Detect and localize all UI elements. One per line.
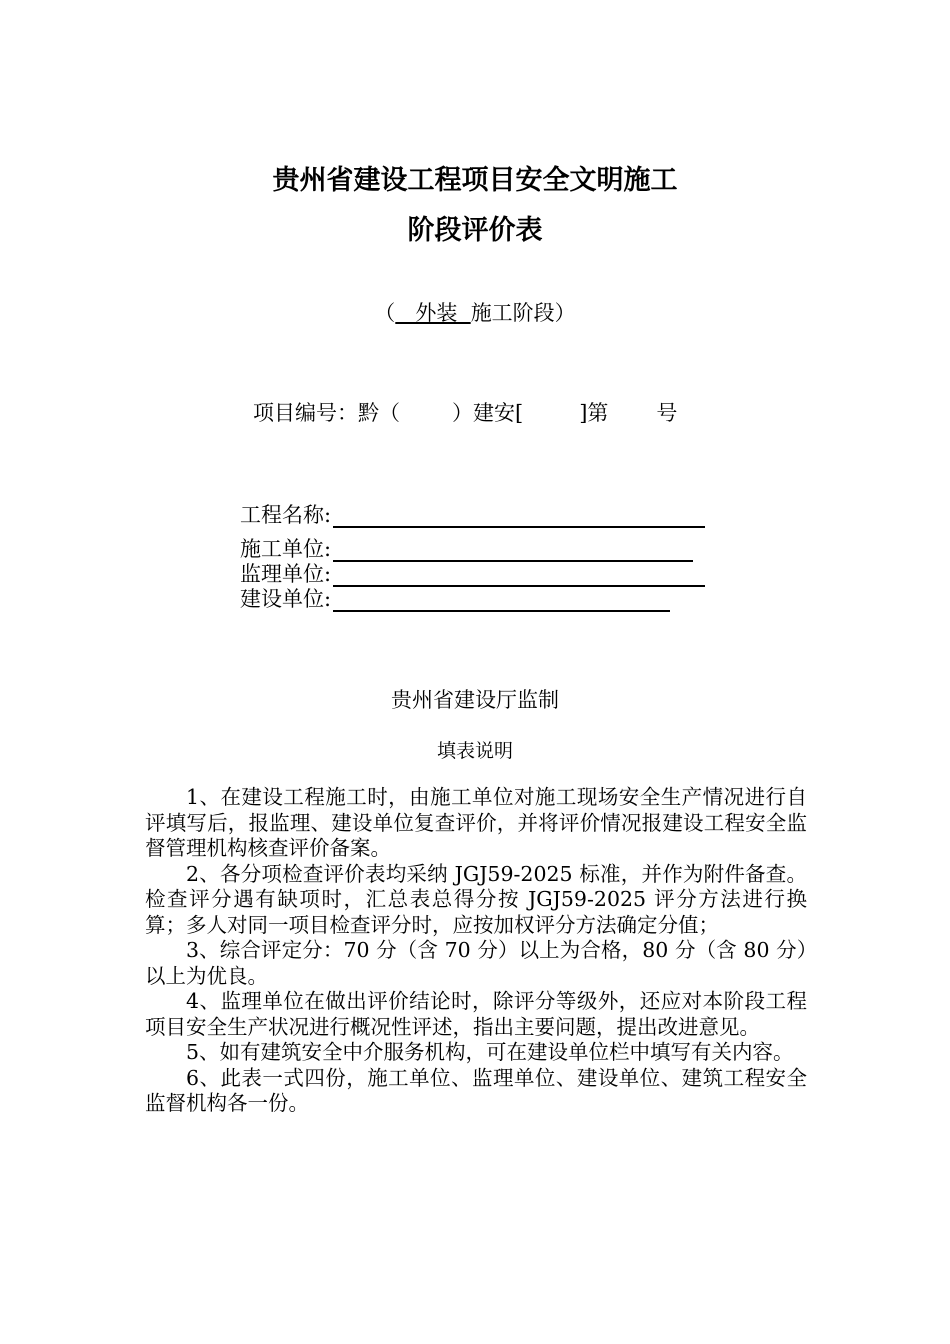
field-label: 建设单位: (240, 587, 332, 611)
supervisor-input[interactable] (333, 565, 705, 587)
form-title-line-1: 贵州省建设工程项目安全文明施工 (272, 165, 678, 196)
stage-name[interactable]: 外装 (395, 301, 471, 325)
contractor-input[interactable] (333, 540, 693, 562)
field-label: 监理单位: (240, 562, 332, 586)
project-number-mid: ）建安[ (452, 401, 524, 425)
project-name-input[interactable] (333, 506, 705, 528)
instruction-item: 5、如有建筑安全中介服务机构，可在建设单位栏中填写有关内容。 (186, 1040, 794, 1064)
field-project-name (240, 502, 705, 528)
instruction-item: 1、在建设工程施工时，由施工单位对施工现场安全生产情况进行自评填写后，报监理、建设单位复查评价，并将评价情况报建设工程安全监督管理机构核查评价备案。 (145, 785, 807, 860)
project-number-mid2: ]第 (579, 401, 609, 425)
project-number-label: 项目编号：黔（ (253, 401, 400, 425)
instruction-item: 3、综合评定分：70 分（含 70 分）以上为合格，80 分（含 80 分）以上为优良。 (145, 938, 807, 988)
field-label: 工程名称: (240, 503, 332, 527)
instructions-title: 填表说明 (436, 740, 513, 762)
stage-suffix: 施工阶段） (470, 301, 576, 325)
owner-input[interactable] (333, 590, 670, 612)
field-owner (240, 586, 670, 612)
instruction-item: 2、各分项检查评价表均采纳 JGJ59-2025 标准，并作为附件备查。检查评分遇有缺项时，汇总表总得分按 JGJ59-2025 评分方法进行换算；多人对同一项目检查评分时，应按加权评分方法确定分值； (145, 861, 807, 937)
form-title-line-2: 阶段评价表 (407, 215, 543, 246)
construction-stage (0, 297, 950, 327)
project-number-end: 号 (656, 401, 678, 425)
field-contractor (240, 536, 693, 562)
instructions-body (145, 785, 807, 1117)
stage-open-paren: （ (374, 301, 396, 325)
field-label: 施工单位: (240, 537, 332, 561)
project-number (253, 397, 677, 427)
instruction-item: 6、此表一式四份，施工单位、监理单位、建设单位、建筑工程安全监督机构各一份。 (145, 1065, 807, 1115)
instruction-item: 4、监理单位在做出评价结论时，除评分等级外，还应对本阶段工程项目安全生产状况进行概况性评述，指出主要问题，提出改进意见。 (145, 989, 807, 1039)
issuer: 贵州省建设厅监制 (391, 688, 559, 712)
field-supervisor (240, 561, 705, 587)
